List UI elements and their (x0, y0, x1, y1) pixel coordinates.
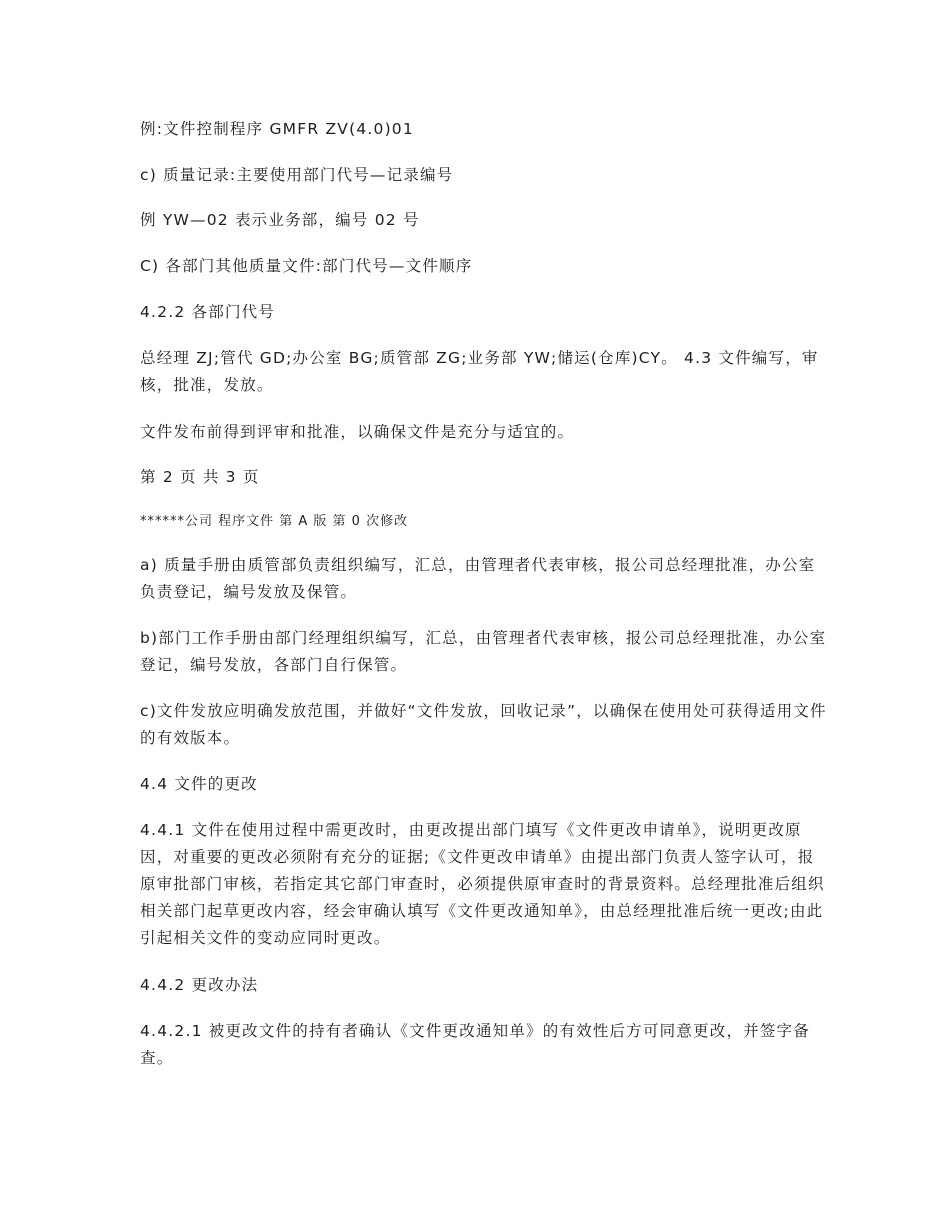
section-heading-4-4-2: 4.4.2 更改办法 (140, 976, 259, 994)
paragraph-4-4-1: 4.4.1 文件在使用过程中需更改时，由更改提出部门填写《文件更改申请单》，说明更改原因，对重要的更改必须附有充分的证据;《文件更改申请单》由提出部门负责人签字认可，报原审批部门审核，若指定其它部门审查时，必须提供原审查时的背景资料。总经理批准后组织相关部门起草更改内容，经会审确认填写《文件更改通知单》，由总经理批准后统一更改;由此引起相关文件的变动应同时更改。 (140, 821, 825, 947)
paragraph-example-yw: 例 YW—02 表示业务部，编号 02 号 (140, 211, 420, 229)
paragraph-quality-manual: a) 质量手册由质管部负责组织编写，汇总，由管理者代表审核，报公司总经理批准，办公室负责登记，编号发放及保管。 (140, 556, 816, 601)
paragraph-review-approval: 文件发布前得到评审和批准，以确保文件是充分与适宜的。 (140, 423, 575, 441)
paragraph-dept-codes: 总经理 ZJ;管代 GD;办公室 BG;质管部 ZG;业务部 YW;储运(仓库)CY。 4.3 文件编写，审核，批准，发放。 (140, 349, 819, 394)
paragraph-other-docs: C) 各部门其他质量文件:部门代号—文件顺序 (140, 257, 473, 275)
paragraph-distribution: c)文件发放应明确发放范围，并做好“文件发放，回收记录”，以确保在使用处可获得适用文件的有效版本。 (140, 702, 827, 747)
page-number: 第 2 页 共 3 页 (140, 468, 260, 486)
section-heading-4-4: 4.4 文件的更改 (140, 775, 258, 793)
page-header: ******公司 程序文件 第 A 版 第 0 次修改 (140, 514, 409, 529)
section-heading-4-2-2: 4.2.2 各部门代号 (140, 303, 276, 321)
paragraph-dept-manual: b)部门工作手册由部门经理组织编写，汇总，由管理者代表审核，报公司总经理批准，办公室登记，编号发放，各部门自行保管。 (140, 629, 827, 674)
paragraph-4-4-2-1: 4.4.2.1 被更改文件的持有者确认《文件更改通知单》的有效性后方可同意更改，并签字备查。 (140, 1022, 810, 1067)
paragraph-quality-record: c) 质量记录:主要使用部门代号—记录编号 (140, 166, 454, 184)
paragraph-example-doc-code: 例:文件控制程序 GMFR ZV(4.0)01 (140, 120, 414, 138)
